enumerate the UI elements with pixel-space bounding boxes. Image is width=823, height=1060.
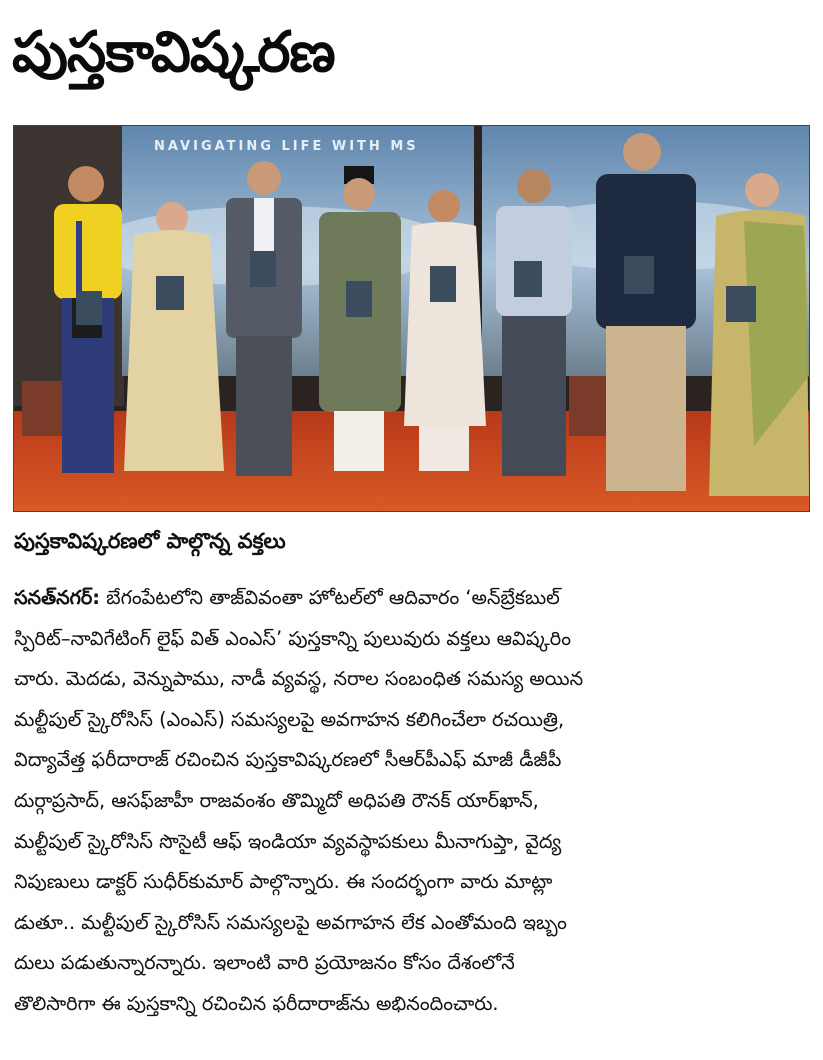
event-photo <box>13 125 810 512</box>
article-line: మల్టీపుల్‌ స్కైరోసిస్‌ (ఎంఎస్‌) సమస్యలపై అవగాహన కలిగించేలా రచయిత్రి, <box>14 707 565 731</box>
article-line: డుతూ.. మల్టీపుల్‌ స్కైరోసిస్‌ సమస్యలపై అవగాహన లేక ఎంతోమంది ఇబ్బం <box>14 910 567 934</box>
headline: పుస్తకావిష్కరణ <box>12 20 335 85</box>
article-line <box>14 578 808 619</box>
article-line-text: బేగంపేటలోని తాజ్‌వివంతా హోటల్‌లో ఆదివారం ‘అన్‌బ్రేకబుల్ <box>100 586 560 609</box>
article-line: స్పిరిట్‌–నావిగేటింగ్‌ లైఫ్‌ విత్‌ ఎంఎస్‌’ పుస్తకాన్ని పులువురు వక్తలు ఆవిష్కరిం <box>14 626 571 650</box>
article-line: నిపుణులు డాక్టర్‌ సుధీర్‌కుమార్‌ పాల్గొన్నారు. ఈ సందర్భంగా వారు మాట్లా <box>14 870 553 894</box>
article-line: చారు. మెదడు, వెన్నుపాము, నాడీ వ్యవస్థ, నరాల సంబంధిత సమస్య అయిన <box>14 667 584 691</box>
article-line: మల్టీపుల్‌ స్కైరోసిస్‌ సొసైటీ ఆఫ్‌ ఇండియా వ్యవస్థాపకులు మీనాగుప్తా, వైద్య <box>14 829 562 853</box>
article-line: దుర్గాప్రసాద్‌, ఆసఫ్‌జాహీ రాజవంశం తొమ్మిదో అధిపతి రౌనక్‌ యార్‌ఖాన్‌, <box>14 788 539 812</box>
dateline: సనత్‌నగర్: <box>14 586 100 609</box>
article-line: తొలిసారిగా ఈ పుస్తకాన్ని రచించిన ఫరీదారాజ్‌ను అభినందించారు. <box>14 991 499 1015</box>
banner-text: NAVIGATING LIFE WITH MS <box>154 139 419 154</box>
article-line: విద్యావేత్త ఫరీదారాజ్‌ రచించిన పుస్తకావిష్కరణలో సీఆర్‌పీఎఫ్‌ మాజీ డీజీపీ <box>14 748 562 772</box>
article-body <box>14 578 808 1025</box>
photo-caption: పుస్తకావిష్కరణలో పాల్గొన్న వక్తలు <box>14 529 286 553</box>
article-line: దులు పడుతున్నారన్నారు. ఇలాంటి వారి ప్రయోజనం కోసం దేశంలోనే <box>14 951 515 975</box>
